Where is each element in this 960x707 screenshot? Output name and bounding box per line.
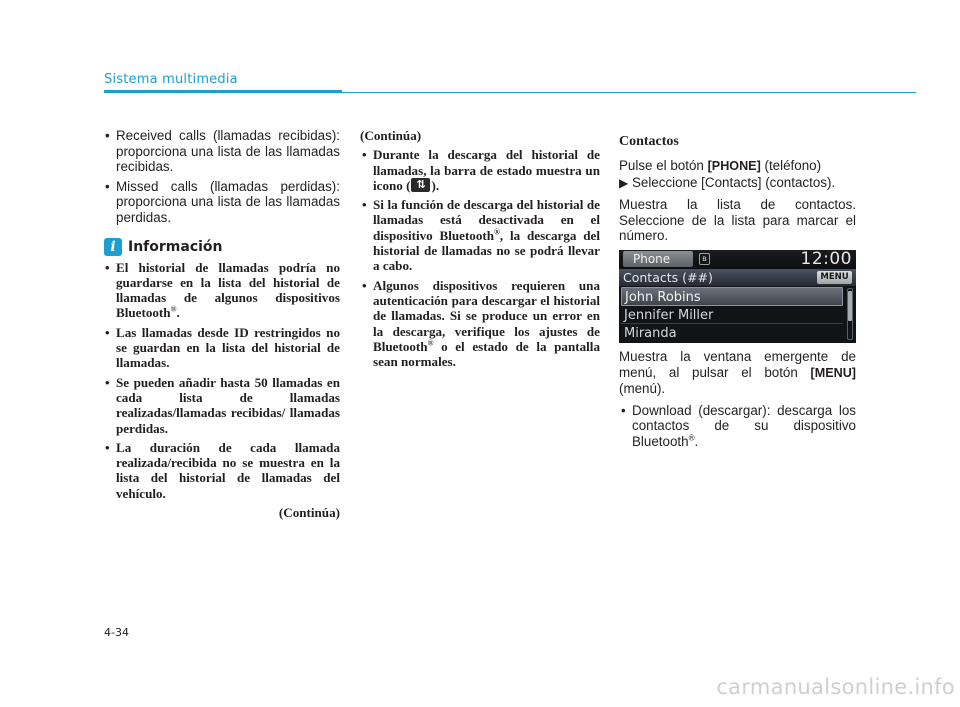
column-left bbox=[103, 128, 340, 520]
screen-title: Contacts (##) bbox=[623, 269, 713, 285]
list-item: • Las llamadas desde ID restringidos no se guardan en la lista del historial de llamadas. bbox=[103, 325, 340, 371]
info-title: Información bbox=[128, 238, 223, 255]
section-title: Sistema multimedia bbox=[104, 72, 238, 87]
list-item: • Missed calls (llamadas perdidas): proporciona una lista de las llamadas perdidas. bbox=[103, 179, 340, 226]
column-right bbox=[619, 128, 856, 454]
contact-row: Jennifer Miller bbox=[624, 307, 714, 323]
list-item: • El historial de llamadas podría no guardarse en la lista del historial de llamadas de algunos dispositivos Bluetooth®. bbox=[103, 260, 340, 321]
contacts-heading: Contactos bbox=[619, 134, 679, 149]
contact-row: John Robins bbox=[621, 287, 843, 306]
phone-button-label: [PHONE] bbox=[707, 159, 761, 173]
list-item: • Durante la descarga del historial de llamadas, la barra de estado muestra un icono (⇅ ). bbox=[360, 147, 600, 193]
bluetooth-icon: ʙ bbox=[699, 253, 710, 265]
contacts-instructions: Pulse el botón [PHONE] (teléfono) ▶ Seleccione [Contacts] (contactos). bbox=[619, 158, 836, 190]
menu-button-label: [MENU] bbox=[810, 365, 856, 380]
call-list-bullets bbox=[103, 128, 340, 226]
continues-label: (Continúa) bbox=[278, 505, 340, 521]
page-header bbox=[104, 70, 916, 96]
contact-row: Miranda bbox=[624, 325, 677, 341]
screen-title-bar bbox=[619, 269, 856, 286]
info-icon: i bbox=[104, 238, 122, 256]
info-heading bbox=[103, 238, 340, 256]
download-icon bbox=[411, 178, 430, 192]
scrollbar-thumb bbox=[848, 291, 852, 321]
screen-phone-tab: Phone bbox=[623, 251, 693, 267]
list-item: • Si la función de descarga del historial de llamadas está desactivada en el dispositivo Bluetooth®, la descarga del historial de llamadas no se podrá llevar a cabo. bbox=[360, 197, 600, 273]
list-item: • Algunos dispositivos requieren una autenticación para descargar el historial de llamadas. Si se produce un error en la descarga, verifique los ajustes de Bluetooth® o el estado de la pantalla sean normales. bbox=[360, 278, 600, 370]
header-rule-accent bbox=[104, 90, 342, 93]
contacts-screen bbox=[619, 250, 856, 343]
continued-label: (Continúa) bbox=[360, 128, 422, 143]
list-item: • Download (descargar): descarga los contactos de su dispositivo Bluetooth®. bbox=[619, 403, 856, 450]
contacts-description: Muestra la lista de contactos. Seleccione de la lista para marcar el número. bbox=[619, 197, 856, 244]
screen-scrollbar bbox=[847, 288, 853, 340]
menu-instructions: Muestra la ventana emergente de menú, al pulsar el botón [MENU] (menú). bbox=[619, 348, 856, 397]
page-number: 4-34 bbox=[104, 626, 129, 639]
screen-clock: 12:00 bbox=[800, 249, 852, 269]
header-rule bbox=[342, 92, 916, 93]
screen-status-bar bbox=[619, 250, 856, 269]
list-item: • La duración de cada llamada realizada/recibida no se muestra en la lista del historial de llamadas del vehículo. bbox=[103, 440, 340, 501]
column-middle bbox=[360, 128, 600, 373]
watermark: carmanualsonline.info bbox=[716, 675, 955, 699]
download-notes bbox=[360, 147, 600, 369]
screen-menu-button: MENU bbox=[817, 271, 852, 284]
info-bullets bbox=[103, 260, 340, 501]
list-item: • Se pueden añadir hasta 50 llamadas en cada lista de llamadas realizadas/llamadas recibidas/ llamadas perdidas. bbox=[103, 375, 340, 436]
arrow-right-icon: ▶ bbox=[619, 175, 629, 190]
list-item: • Received calls (llamadas recibidas): proporciona una lista de las llamadas recibidas. bbox=[103, 128, 340, 175]
menu-options bbox=[619, 403, 856, 450]
